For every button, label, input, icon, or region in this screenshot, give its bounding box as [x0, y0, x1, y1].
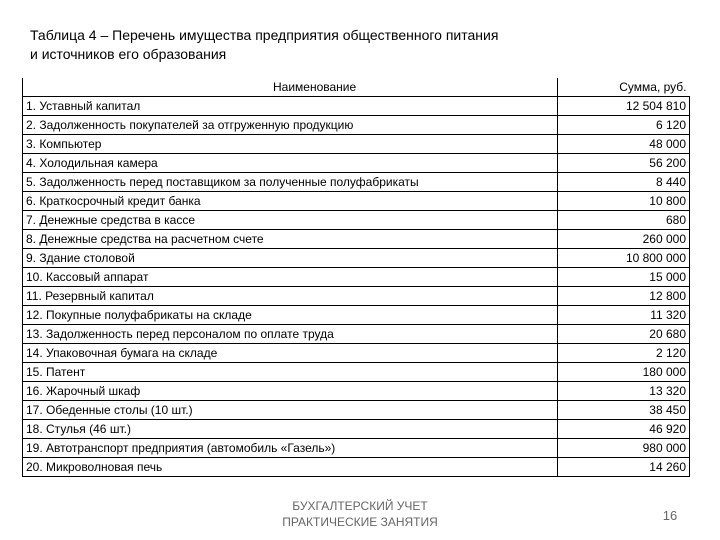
item-name: 12. Покупные полуфабрикаты на складе — [23, 306, 558, 325]
table-row — [23, 230, 690, 249]
table-caption — [30, 26, 670, 64]
footer — [230, 498, 490, 530]
item-name: 15. Патент — [23, 363, 558, 382]
item-name: 14. Упаковочная бумага на складе — [23, 344, 558, 363]
table-row — [23, 458, 690, 477]
table-caption-line-2: и источников его образования — [30, 46, 227, 62]
table-row — [23, 287, 690, 306]
item-name: 19. Автотранспорт предприятия (автомобиль «Газель») — [23, 439, 558, 458]
item-name: 16. Жарочный шкаф — [23, 382, 558, 401]
item-name: 9. Здание столовой — [23, 249, 558, 268]
item-name: 18. Стулья (46 шт.) — [23, 420, 558, 439]
item-name: 5. Задолженность перед поставщиком за полученные полуфабрикаты — [23, 173, 558, 192]
item-name: 20. Микроволновая печь — [23, 458, 558, 477]
item-sum: 20 680 — [558, 325, 690, 344]
item-sum: 2 120 — [558, 344, 690, 363]
item-sum: 56 200 — [558, 154, 690, 173]
item-sum: 46 920 — [558, 420, 690, 439]
item-sum: 10 800 000 — [558, 249, 690, 268]
table-row — [23, 268, 690, 287]
table-header-row — [23, 78, 690, 97]
item-sum: 15 000 — [558, 268, 690, 287]
item-sum: 38 450 — [558, 401, 690, 420]
item-name: 10. Кассовый аппарат — [23, 268, 558, 287]
table-row — [23, 325, 690, 344]
item-sum: 48 000 — [558, 135, 690, 154]
item-sum: 11 320 — [558, 306, 690, 325]
footer-line-1: БУХГАЛТЕРСКИЙ УЧЕТ — [292, 499, 428, 513]
table-row — [23, 97, 690, 116]
item-name: 11. Резервный капитал — [23, 287, 558, 306]
item-sum: 180 000 — [558, 363, 690, 382]
item-sum: 980 000 — [558, 439, 690, 458]
table-row — [23, 154, 690, 173]
table-row — [23, 306, 690, 325]
item-name: 17. Обеденные столы (10 шт.) — [23, 401, 558, 420]
item-name: 1. Уставный капитал — [23, 97, 558, 116]
header-sum: Сумма, руб. — [558, 78, 690, 97]
item-name: 8. Денежные средства на расчетном счете — [23, 230, 558, 249]
item-sum: 680 — [558, 211, 690, 230]
table-row — [23, 363, 690, 382]
item-sum: 260 000 — [558, 230, 690, 249]
item-name: 7. Денежные средства в кассе — [23, 211, 558, 230]
item-name: 6. Краткосрочный кредит банка — [23, 192, 558, 211]
table-row — [23, 135, 690, 154]
item-name: 3. Компьютер — [23, 135, 558, 154]
table-row — [23, 192, 690, 211]
property-table — [22, 78, 690, 477]
table-row — [23, 439, 690, 458]
item-name: 2. Задолженность покупателей за отгруженную продукцию — [23, 116, 558, 135]
item-sum: 6 120 — [558, 116, 690, 135]
item-sum: 8 440 — [558, 173, 690, 192]
item-sum: 12 800 — [558, 287, 690, 306]
item-sum: 14 260 — [558, 458, 690, 477]
item-name: 13. Задолженность перед персоналом по оплате труда — [23, 325, 558, 344]
table-row — [23, 211, 690, 230]
table-row — [23, 420, 690, 439]
item-sum: 12 504 810 — [558, 97, 690, 116]
table-row — [23, 344, 690, 363]
table-row — [23, 173, 690, 192]
table-caption-line-1: Таблица 4 – Перечень имущества предприятия общественного питания — [30, 27, 499, 43]
footer-line-2: ПРАКТИЧЕСКИЕ ЗАНЯТИЯ — [282, 515, 438, 529]
table-row — [23, 249, 690, 268]
item-sum: 13 320 — [558, 382, 690, 401]
table-row — [23, 401, 690, 420]
table-row — [23, 116, 690, 135]
item-name: 4. Холодильная камера — [23, 154, 558, 173]
page-number: 16 — [662, 508, 678, 523]
table-row — [23, 382, 690, 401]
header-name: Наименование — [23, 78, 558, 97]
item-sum: 10 800 — [558, 192, 690, 211]
